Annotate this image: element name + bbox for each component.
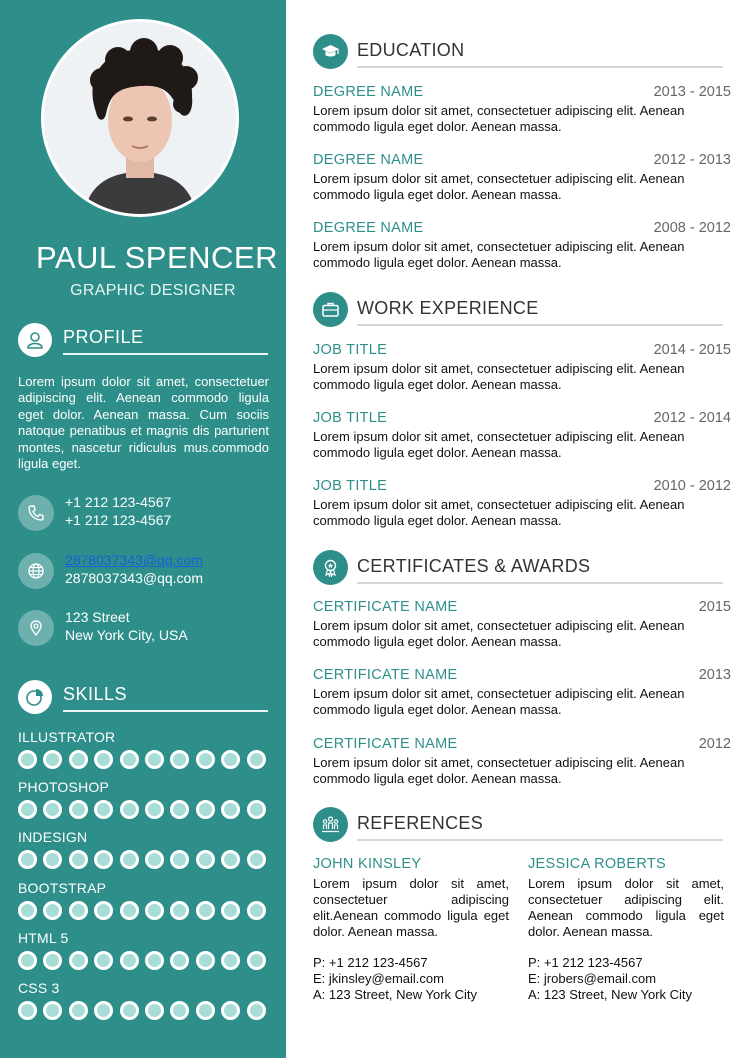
skill-name: HTML 5: [18, 929, 69, 946]
certificate-entry: [313, 599, 731, 651]
profile-photo: [41, 19, 239, 217]
reference-phone: P: +1 212 123-4567: [313, 955, 428, 970]
profile-heading-label: PROFILE: [63, 327, 144, 347]
phone-number-1[interactable]: +1 212 123-4567: [65, 494, 172, 510]
skill-dot: [18, 800, 37, 819]
entry-date: 2008 - 2012: [653, 220, 731, 236]
address-line-2: New York City, USA: [65, 627, 188, 643]
entry-title: JOB TITLE: [313, 478, 388, 494]
reference-description: Lorem ipsum dolor sit amet, consectetuer adipiscing elit. Aenean commodo ligula eget dolor. Aenean massa.: [528, 876, 724, 939]
skill-dot: [145, 901, 164, 920]
skill-dot: [247, 901, 266, 920]
skill-dot: [94, 1001, 113, 1020]
entry-description: Lorem ipsum dolor sit amet, consectetuer adipiscing elit. Aenean commodo ligula eget dolor. Aenean massa.: [313, 361, 685, 393]
skill-rating: [18, 850, 273, 870]
skill-dot: [94, 901, 113, 920]
entry-title: CERTIFICATE NAME: [313, 599, 458, 615]
work-heading-rule: [357, 324, 723, 326]
education-entry: [313, 152, 731, 204]
skill-dot: [120, 800, 139, 819]
references-heading-label: REFERENCES: [357, 813, 484, 833]
skill-name: CSS 3: [18, 980, 60, 996]
certificates-heading-rule: [357, 582, 723, 584]
skill-dot: [69, 951, 88, 970]
skill-dot: [221, 1001, 240, 1020]
reference-address: A: 123 Street, New York City: [528, 987, 693, 1002]
skill-dot: [120, 951, 139, 970]
skill-dot: [43, 901, 62, 920]
skill-dot: [196, 800, 215, 819]
entry-description: Lorem ipsum dolor sit amet, consectetuer adipiscing elit. Aenean commodo ligula eget dolor. Aenean massa.: [313, 497, 685, 529]
work-entry: [313, 478, 731, 530]
entry-date: 2013 - 2015: [653, 84, 731, 100]
skill-dot: [18, 1001, 37, 1020]
profile-photo-image: [44, 22, 236, 214]
entry-date: 2012 - 2013: [653, 152, 731, 168]
skill-dot: [196, 750, 215, 769]
skill-rating: [18, 800, 273, 820]
phone-number-2[interactable]: +1 212 123-4567: [65, 512, 172, 528]
skill-dot: [120, 1001, 139, 1020]
person-role: GRAPHIC DESIGNER: [70, 282, 236, 299]
skill-dot: [120, 901, 139, 920]
reference-name: JESSICA ROBERTS: [528, 856, 666, 872]
entry-date: 2015: [698, 599, 731, 615]
phone-contact: [18, 495, 278, 531]
skill-dot: [18, 951, 37, 970]
skill-dot: [196, 901, 215, 920]
skill-dot: [120, 750, 139, 769]
education-heading-rule: [357, 66, 723, 68]
email-text: 2878037343@qq.com: [65, 570, 203, 586]
skill-dot: [69, 750, 88, 769]
reference-description: Lorem ipsum dolor sit amet, consectetuer adipiscing elit.Aenean commodo ligula eget dolor. Aenean massa.: [313, 876, 509, 939]
address-line-1: 123 Street: [65, 609, 130, 625]
skill-dot: [170, 901, 189, 920]
skill-dot: [94, 850, 113, 869]
skill-dot: [43, 800, 62, 819]
education-entry: [313, 220, 731, 272]
entry-description: Lorem ipsum dolor sit amet, consectetuer adipiscing elit. Aenean commodo ligula eget dolor. Aenean massa.: [313, 686, 685, 718]
email-link[interactable]: 2878037343@qq.com: [65, 552, 203, 568]
reference-address: A: 123 Street, New York City: [313, 987, 478, 1002]
skill-dot: [221, 951, 240, 970]
briefcase-icon: [313, 292, 348, 327]
email-contact: [18, 553, 278, 589]
work-entry: [313, 410, 731, 462]
reference-email: E: jkinsley@email.com: [313, 971, 444, 986]
entry-title: DEGREE NAME: [313, 220, 424, 236]
skill-dot: [170, 850, 189, 869]
skill-dot: [221, 850, 240, 869]
skills-heading-label: SKILLS: [63, 684, 128, 704]
references-heading: [313, 807, 723, 843]
skill-rating: [18, 1001, 273, 1021]
entry-title: JOB TITLE: [313, 342, 388, 358]
entry-description: Lorem ipsum dolor sit amet, consectetuer adipiscing elit. Aenean commodo ligula eget dolor. Aenean massa.: [313, 429, 685, 461]
certificates-heading: [313, 550, 723, 586]
skill-dot: [247, 800, 266, 819]
skill-dot: [43, 1001, 62, 1020]
work-entry: [313, 342, 731, 394]
certificates-heading-label: CERTIFICATES & AWARDS: [357, 556, 591, 576]
skills-heading-rule: [63, 710, 268, 712]
skill-dot: [94, 951, 113, 970]
skill-dot: [170, 1001, 189, 1020]
award-medal-icon: [313, 550, 348, 585]
skill-dot: [247, 850, 266, 869]
entry-description: Lorem ipsum dolor sit amet, consectetuer adipiscing elit. Aenean commodo ligula eget dolor. Aenean massa.: [313, 618, 685, 650]
skill-dot: [247, 750, 266, 769]
skill-dot: [170, 800, 189, 819]
skill-dot: [145, 1001, 164, 1020]
reference-card: [528, 856, 724, 1003]
entry-date: 2014 - 2015: [653, 342, 731, 358]
entry-description: Lorem ipsum dolor sit amet, consectetuer adipiscing elit. Aenean commodo ligula eget dolor. Aenean massa.: [313, 239, 685, 271]
profile-heading: [18, 320, 268, 360]
reference-email: E: jrobers@email.com: [528, 971, 657, 986]
skill-dot: [221, 750, 240, 769]
entry-title: JOB TITLE: [313, 410, 388, 426]
skill-dot: [196, 850, 215, 869]
skill-rating: [18, 901, 273, 921]
sidebar: [0, 0, 286, 1058]
education-entry: [313, 84, 731, 136]
user-icon: [18, 323, 52, 357]
skill-dot: [69, 850, 88, 869]
skill-dot: [196, 1001, 215, 1020]
skill-dot: [69, 901, 88, 920]
skill-name: INDESIGN: [18, 829, 88, 846]
skill-dot: [43, 951, 62, 970]
skill-name: ILLUSTRATOR: [18, 729, 116, 745]
education-heading: [313, 34, 723, 70]
skill-dot: [43, 750, 62, 769]
reference-card: [313, 856, 509, 1003]
skill-dot: [94, 800, 113, 819]
skill-dot: [145, 850, 164, 869]
graduation-cap-icon: [313, 34, 348, 69]
skill-dot: [43, 850, 62, 869]
skill-dot: [170, 750, 189, 769]
entry-title: DEGREE NAME: [313, 152, 424, 168]
skill-dot: [69, 1001, 88, 1020]
phone-icon: [18, 495, 54, 531]
entry-date: 2010 - 2012: [653, 478, 731, 494]
skill-dot: [18, 750, 37, 769]
skill-dot: [145, 750, 164, 769]
profile-text: Lorem ipsum dolor sit amet, consectetuer adipiscing elit. Aenean commodo ligula eget dolor. Aenean massa. Cum sociis natoque penatibus et magnis dis parturient montes, nascetur ridiculus mus.commodo ligula eget.: [18, 374, 269, 472]
entry-title: CERTIFICATE NAME: [313, 667, 458, 683]
globe-icon: [18, 553, 54, 589]
skill-dot: [221, 800, 240, 819]
work-heading-label: WORK EXPERIENCE: [357, 298, 539, 318]
skill-dot: [94, 750, 113, 769]
entry-description: Lorem ipsum dolor sit amet, consectetuer adipiscing elit. Aenean commodo ligula eget dolor. Aenean massa.: [313, 755, 685, 787]
skill-dot: [18, 901, 37, 920]
location-pin-icon: [18, 610, 54, 646]
skill-dot: [247, 1001, 266, 1020]
entry-date: 2012 - 2014: [653, 410, 731, 426]
reference-phone: P: +1 212 123-4567: [528, 955, 643, 970]
skill-rating: [18, 951, 273, 971]
certificate-entry: [313, 736, 731, 788]
skill-dot: [221, 901, 240, 920]
skill-name: PHOTOSHOP: [18, 779, 110, 796]
team-icon: [313, 807, 348, 842]
skill-rating: [18, 750, 273, 770]
skill-dot: [196, 951, 215, 970]
skill-dot: [69, 800, 88, 819]
profile-heading-rule: [63, 353, 268, 355]
certificate-entry: [313, 667, 731, 719]
work-heading: [313, 292, 723, 328]
skills-heading: [18, 677, 268, 717]
education-heading-label: EDUCATION: [357, 40, 465, 60]
reference-name: JOHN KINSLEY: [313, 856, 422, 872]
entry-description: Lorem ipsum dolor sit amet, consectetuer adipiscing elit. Aenean commodo ligula eget dolor. Aenean massa.: [313, 103, 685, 135]
entry-date: 2012: [698, 736, 731, 752]
references-heading-rule: [357, 839, 723, 841]
skill-dot: [18, 850, 37, 869]
skill-dot: [145, 951, 164, 970]
person-name: PAUL SPENCER: [35, 240, 278, 275]
entry-title: DEGREE NAME: [313, 84, 424, 100]
skill-dot: [170, 951, 189, 970]
address-contact: [18, 610, 278, 646]
entry-title: CERTIFICATE NAME: [313, 736, 458, 752]
entry-description: Lorem ipsum dolor sit amet, consectetuer adipiscing elit. Aenean commodo ligula eget dolor. Aenean massa.: [313, 171, 685, 203]
skill-dot: [145, 800, 164, 819]
skill-dot: [247, 951, 266, 970]
skill-name: BOOTSTRAP: [18, 879, 107, 896]
entry-date: 2013: [698, 667, 731, 683]
skill-dot: [120, 850, 139, 869]
pie-chart-icon: [18, 680, 52, 714]
